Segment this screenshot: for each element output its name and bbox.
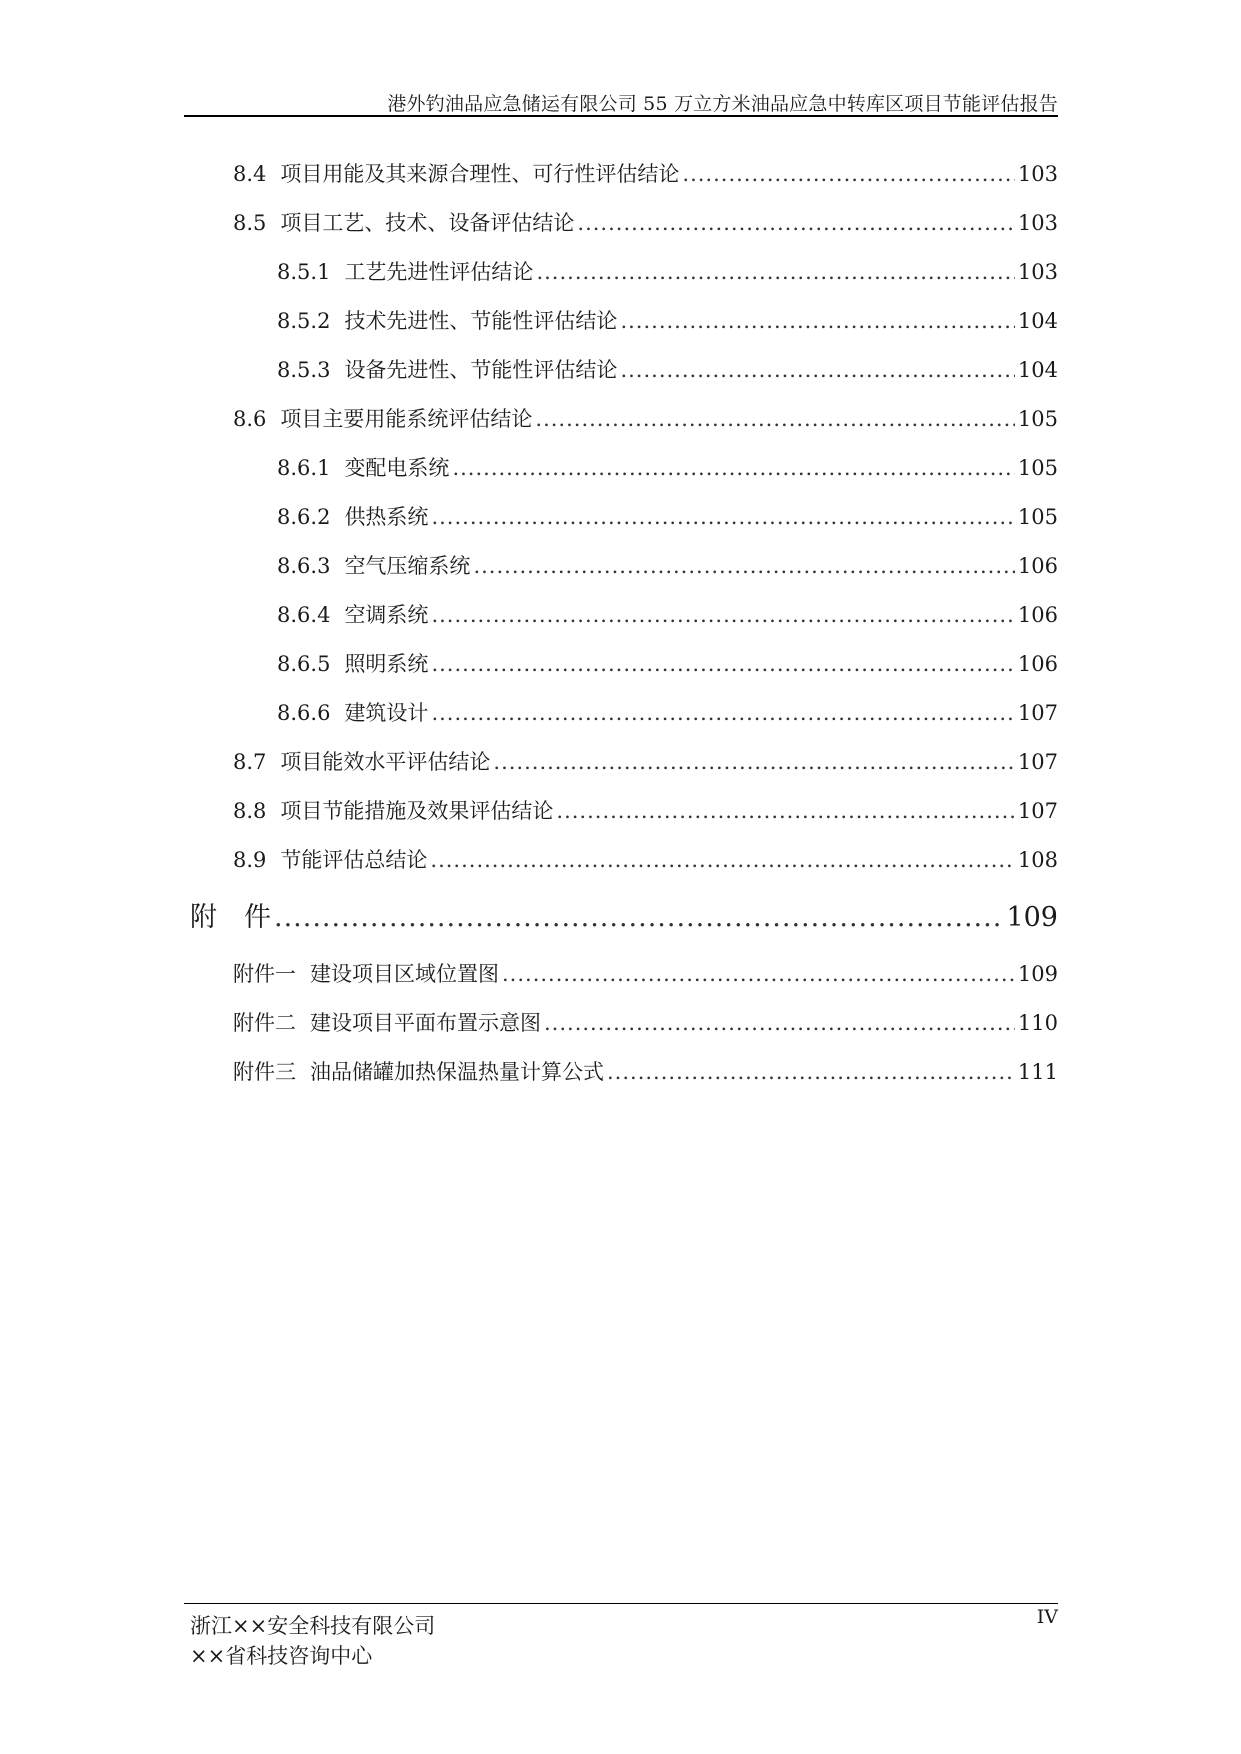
toc-entry-number: 8.8 [233,799,267,823]
toc-leader-dots [620,358,1014,382]
toc-entry[interactable] [277,648,1058,678]
header-rule [184,115,1058,117]
toc-leader-dots [493,750,1015,774]
toc-entry-number: 8.6.6 [277,701,331,725]
toc-entry-page: 103 [1017,211,1058,235]
toc-entry-page: 106 [1017,603,1058,627]
toc-entry-page: 106 [1017,554,1058,578]
toc-entry-number: 附件二 [233,1011,296,1035]
toc-entry-number: 8.6.5 [277,652,331,676]
toc-entry-number: 8.6.1 [277,456,331,480]
toc-entry-number: 8.5 [233,211,267,235]
toc-leader-dots [430,848,1015,872]
toc-entry-title: 建设项目平面布置示意图 [310,1011,541,1035]
toc-leader-dots [502,962,1015,986]
toc-entry[interactable] [277,550,1058,580]
page-number: IV [1036,1606,1058,1628]
toc-entry[interactable] [277,354,1058,384]
toc-entry-title: 技术先进性、节能性评估结论 [344,309,618,333]
toc-leader-dots [473,554,1014,578]
toc-entry-title: 工艺先进性评估结论 [344,260,534,284]
toc-leader-dots [620,309,1014,333]
toc-entry[interactable] [277,697,1058,727]
toc-entry-title: 项目节能措施及效果评估结论 [280,799,554,823]
toc-leader-dots [431,701,1014,725]
toc-entry-page: 107 [1017,750,1058,774]
toc-entry-number: 8.6 [233,407,267,431]
toc-entry-page: 103 [1017,260,1058,284]
toc-entry[interactable] [233,958,1058,988]
toc-leader-dots [431,505,1014,529]
toc-entry-number: 8.6.3 [277,554,331,578]
toc-entry[interactable] [277,599,1058,629]
toc-entry-page: 104 [1017,358,1058,382]
toc-section-appendix[interactable] [190,895,1058,933]
toc-entry-number: 附件三 [233,1060,296,1084]
toc-entry-number: 8.7 [233,750,267,774]
toc-entry[interactable] [233,1007,1058,1037]
toc-entry-title: 项目能效水平评估结论 [280,750,491,774]
footer-rule [184,1603,1058,1604]
toc-entry-page: 111 [1017,1060,1058,1084]
toc-entry-page: 105 [1017,505,1058,529]
toc-entry-title: 建筑设计 [344,701,429,725]
toc-entry-page: 105 [1017,456,1058,480]
toc-entry-number: 8.9 [233,848,267,872]
toc-entry-page: 106 [1017,652,1058,676]
toc-entry[interactable] [233,1056,1058,1086]
toc-leader-dots [682,162,1015,186]
toc-entry-number: 8.5.1 [277,260,331,284]
toc-entry[interactable] [277,452,1058,482]
toc-entry-number: 8.6.2 [277,505,331,529]
toc-entry[interactable] [233,844,1058,874]
toc-entry-page: 105 [1017,407,1058,431]
toc-entry-page: 107 [1017,701,1058,725]
toc-entry-number: 8.4 [233,162,267,186]
toc-leader-dots [544,1011,1015,1035]
toc-entry[interactable] [233,158,1058,188]
toc-entry-page: 103 [1017,162,1058,186]
toc-entry[interactable] [233,403,1058,433]
toc-entry-title: 供热系统 [344,505,429,529]
toc-leader-dots [431,603,1014,627]
toc-entry-title: 建设项目区域位置图 [310,962,499,986]
toc-entry-page: 110 [1017,1011,1058,1035]
toc-entry-page: 104 [1017,309,1058,333]
toc-entry-title: 项目用能及其来源合理性、可行性评估结论 [280,162,680,186]
toc-entry-number: 附件一 [233,962,296,986]
toc-entry-title: 变配电系统 [344,456,450,480]
toc-entry-title: 油品储罐加热保温热量计算公式 [310,1060,604,1084]
toc-entry-page: 109 [1017,962,1058,986]
toc-entry-title: 附 件 [190,902,271,933]
footer-organization-1: 浙江××安全科技有限公司 [190,1614,436,1638]
toc-leader-dots [452,456,1014,480]
toc-entry-title: 照明系统 [344,652,429,676]
toc-entry-title: 项目主要用能系统评估结论 [280,407,533,431]
toc-entry-title: 节能评估总结论 [280,848,428,872]
toc-entry[interactable] [233,795,1058,825]
footer-organization-2: ××省科技咨询中心 [190,1644,373,1668]
toc-entry-title: 空调系统 [344,603,429,627]
toc-entry-number: 8.6.4 [277,603,331,627]
toc-entry-page: 107 [1017,799,1058,823]
toc-leader-dots [535,407,1015,431]
toc-entry-title: 项目工艺、技术、设备评估结论 [280,211,575,235]
toc-leader-dots [536,260,1014,284]
toc-leader-dots [274,902,1003,933]
toc-entry[interactable] [277,256,1058,286]
toc-leader-dots [431,652,1014,676]
toc-entry[interactable] [233,746,1058,776]
toc-entry-number: 8.5.3 [277,358,331,382]
toc-entry[interactable] [233,207,1058,237]
toc-entry-title: 空气压缩系统 [344,554,471,578]
toc-entry-page: 108 [1017,848,1058,872]
toc-leader-dots [607,1060,1015,1084]
toc-entry-page: 109 [1006,902,1058,933]
toc-entry[interactable] [277,501,1058,531]
toc-entry[interactable] [277,305,1058,335]
toc-entry-title: 设备先进性、节能性评估结论 [344,358,618,382]
toc-leader-dots [556,799,1015,823]
toc-leader-dots [577,211,1015,235]
running-header-title: 港外钓油品应急储运有限公司 55 万立方米油品应急中转库区项目节能评估报告 [387,93,1058,115]
toc-entry-number: 8.5.2 [277,309,331,333]
